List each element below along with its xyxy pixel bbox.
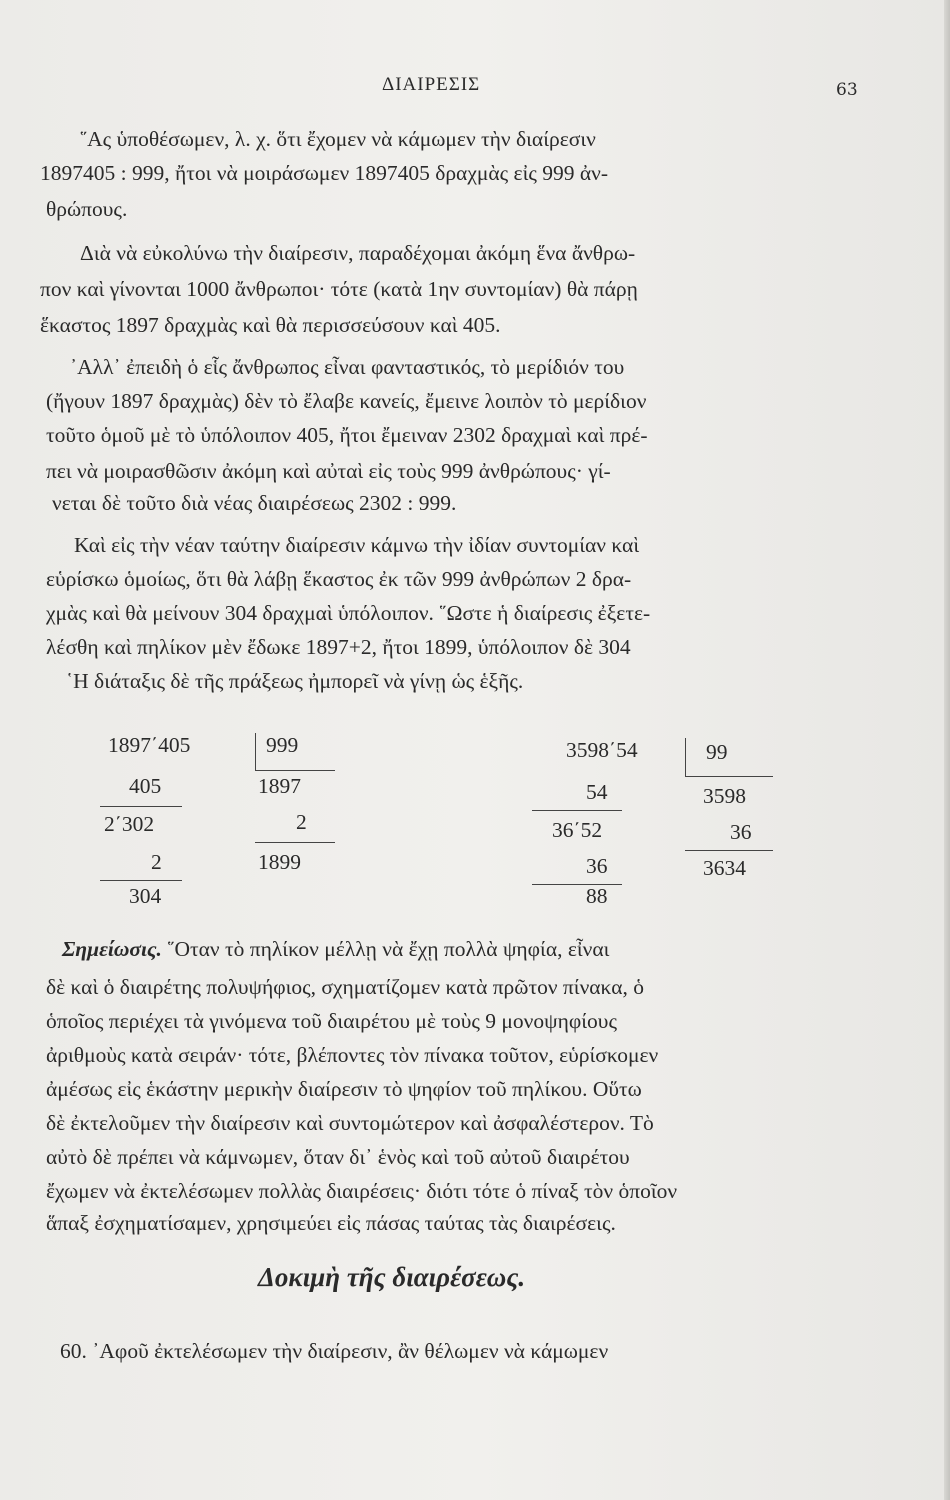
- rule: [100, 880, 182, 881]
- text-line: ὁποῖος περιέχει τὰ γινόμενα τοῦ διαιρέτου μὲ τοὺς 9 μονοψηφίους: [46, 1009, 617, 1033]
- text-line: 60. ᾿Αφοῦ ἐκτελέσωμεν τὴν διαίρεσιν, ἂν θέλωμεν νὰ κάμωμεν: [60, 1339, 609, 1363]
- remainder: 88: [586, 884, 608, 908]
- rule: [532, 810, 622, 811]
- text-line: ἀμέσως εἰς ἑκάστην μερικὴν διαίρεσιν τὸ ψηφίον τοῦ πηλίκου. Οὕτω: [46, 1077, 642, 1101]
- quotient-part: 3598: [703, 784, 746, 808]
- quotient-part: 36: [730, 820, 752, 844]
- division-bar: [255, 733, 256, 771]
- rule: [532, 884, 622, 885]
- text-line: 1897405 : 999, ἤτοι νὰ μοιράσωμεν 1897405 δραχμὰς εἰς 999 ἀν-: [40, 161, 609, 185]
- section-heading: Δοκιμὴ τῆς διαιρέσεως.: [258, 1262, 526, 1292]
- rule: [100, 806, 182, 807]
- text-line: τοῦτο ὁμοῦ μὲ τὸ ὑπόλοιπον 405, ἤτοι ἔμειναν 2302 δραχμαὶ καὶ πρέ-: [46, 423, 648, 447]
- text-line: λέσθη καὶ πηλίκον μὲν ἔδωκε 1897+2, ἤτοι 1899, ὑπόλοιπον δὲ 304: [46, 635, 631, 659]
- divisor: 999: [266, 733, 299, 757]
- text-line: θρώπους.: [46, 197, 128, 221]
- text-line: πον καὶ γίνονται 1000 ἄνθρωποι· τότε (κατὰ 1ην συντομίαν) θὰ πάρῃ: [40, 277, 638, 301]
- running-header: ΔΙΑΙΡΕΣΙΣ: [382, 74, 481, 95]
- partial-remainder: 2: [151, 850, 162, 874]
- text-line: αὐτὸ δὲ πρέπει νὰ κάμνωμεν, ὅταν δι᾿ ἑνὸς καὶ τοῦ αὐτοῦ διαιρέτου: [46, 1145, 630, 1169]
- text-line: πει νὰ μοιρασθῶσιν ἀκόμη καὶ αὐταὶ εἰς τοὺς 999 ἀνθρώπους· γί-: [46, 459, 611, 483]
- partial-remainder: 36΄52: [552, 818, 603, 842]
- text-line: Διὰ νὰ εὐκολύνω τὴν διαίρεσιν, παραδέχομαι ἀκόμη ἕνα ἄνθρω-: [80, 241, 636, 265]
- note-first-line: [62, 934, 609, 964]
- page-number: 63: [836, 80, 858, 100]
- dividend: 1897΄405: [108, 733, 191, 757]
- text-line: ῾Η διάταξις δὲ τῆς πράξεως ἠμπορεῖ νὰ γίνῃ ὡς ἑξῆς.: [66, 669, 524, 693]
- rule: [685, 850, 773, 851]
- partial-remainder: 2΄302: [104, 812, 155, 836]
- text-line: ᾿Αλλ᾿ ἐπειδὴ ὁ εἷς ἄνθρωπος εἶναι φανταστικός, τὸ μερίδιόν του: [70, 355, 625, 379]
- quotient-part: 1897: [258, 774, 301, 798]
- text-line: ἕκαστος 1897 δραχμὰς καὶ θὰ περισσεύσουν καὶ 405.: [40, 313, 501, 337]
- text-line: εὑρίσκω ὁμοίως, ὅτι θὰ λάβῃ ἕκαστος ἐκ τῶν 999 ἀνθρώπων 2 δρα-: [46, 567, 632, 591]
- text-line: νεται δὲ τοῦτο διὰ νέας διαιρέσεως 2302 : 999.: [52, 491, 457, 515]
- partial-remainder: 36: [586, 854, 608, 878]
- quotient: 3634: [703, 856, 746, 880]
- note-text: ῞Οταν τὸ πηλίκον μέλλῃ νὰ ἔχῃ πολλὰ ψηφία, εἶναι: [161, 937, 610, 961]
- rule: [255, 842, 335, 843]
- text-line: (ἤγουν 1897 δραχμὰς) δὲν τὸ ἔλαβε κανείς, ἔμεινε λοιπὸν τὸ μερίδιον: [46, 389, 647, 413]
- note-label: Σημείωσις.: [62, 937, 162, 961]
- divisor: 99: [706, 740, 728, 764]
- partial-remainder: 54: [586, 780, 608, 804]
- text-line: ἔχωμεν νὰ ἐκτελέσωμεν πολλὰς διαιρέσεις· διότι τότε ὁ πίναξ τὸν ὁποῖον: [46, 1179, 678, 1203]
- text-line: δὲ καὶ ὁ διαιρέτης πολυψήφιος, σχηματίζομεν κατὰ πρῶτον πίνακα, ὁ: [46, 975, 644, 999]
- quotient-part: 2: [296, 810, 307, 834]
- text-line: δὲ ἐκτελοῦμεν τὴν διαίρεσιν καὶ συντομώτερον καὶ ἀσφαλέστερον. Τὸ: [46, 1111, 654, 1135]
- divisor-underline: [685, 776, 773, 777]
- text-line: χμὰς καὶ θὰ μείνουν 304 δραχμαὶ ὑπόλοιπον. ῞Ωστε ἡ διαίρεσις ἐξετε-: [46, 601, 651, 625]
- text-line: ἅπαξ ἐσχηματίσαμεν, χρησιμεύει εἰς πάσας ταύτας τὰς διαιρέσεις.: [46, 1211, 616, 1235]
- text-line: ῞Ας ὑποθέσωμεν, λ. χ. ὅτι ἔχομεν νὰ κάμωμεν τὴν διαίρεσιν: [80, 127, 596, 151]
- quotient: 1899: [258, 850, 301, 874]
- text-line: Καὶ εἰς τὴν νέαν ταύτην διαίρεσιν κάμνω τὴν ἰδίαν συντομίαν καὶ: [74, 533, 640, 557]
- page-edge: [944, 0, 950, 1500]
- text-line: ἀριθμοὺς κατὰ σειράν· τότε, βλέποντες τὸν πίνακα τοῦτον, εὑρίσκομεν: [46, 1043, 659, 1067]
- partial-remainder: 405: [129, 774, 162, 798]
- remainder: 304: [129, 884, 162, 908]
- dividend: 3598΄54: [566, 738, 638, 762]
- divisor-underline: [255, 770, 335, 771]
- division-bar: [685, 738, 686, 776]
